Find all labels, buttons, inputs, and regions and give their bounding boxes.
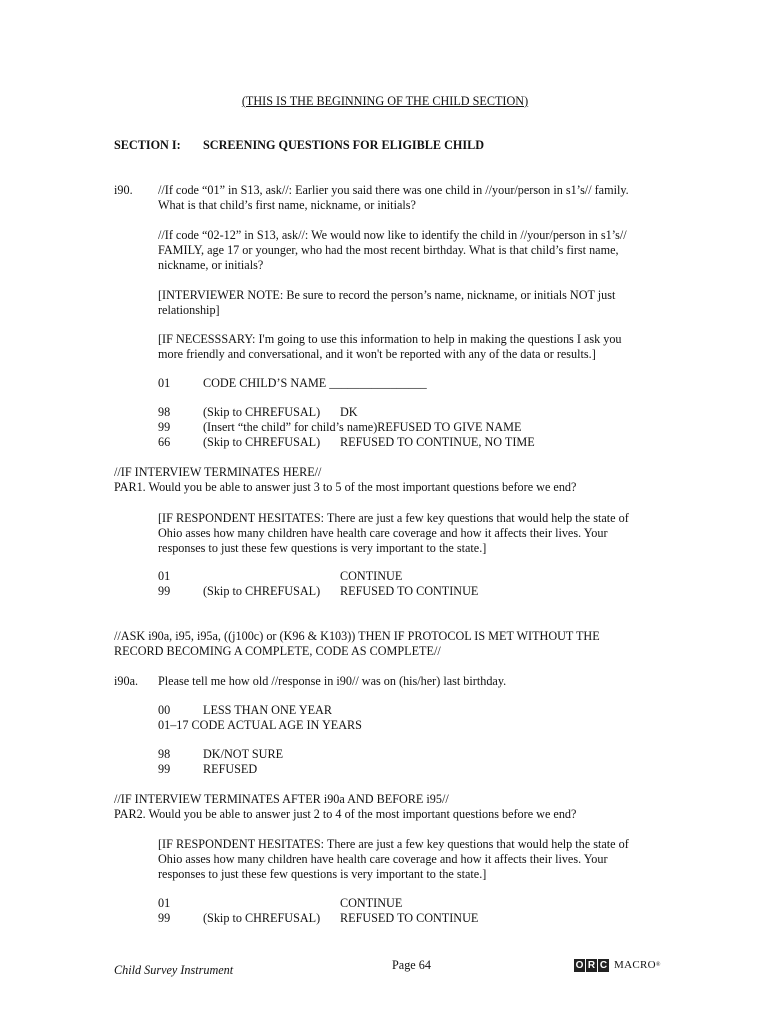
option-code: 99 — [158, 584, 171, 598]
option-code: 01 — [158, 376, 171, 390]
i90-text-line: FAMILY, age 17 or younger, who had the most recent birthday. What is that child’s first name, — [158, 243, 619, 257]
page-number: Page 64 — [392, 958, 431, 972]
hesitation-note: Ohio asses how many children have health care coverage and how it affects their lives. Your — [158, 852, 608, 866]
interviewer-note: relationship] — [158, 303, 220, 317]
option-range: 01–17 CODE ACTUAL AGE IN YEARS — [158, 718, 362, 732]
option-skip: (Skip to CHREFUSAL) — [203, 911, 321, 925]
orc-macro-logo — [574, 958, 660, 972]
question-id-i90: i90. — [114, 183, 133, 197]
hesitation-note: [IF RESPONDENT HESITATES: There are just a few key questions that would help the state of — [158, 511, 629, 525]
option-code: 99 — [158, 420, 171, 434]
section-label: SECTION I: — [114, 138, 181, 152]
interviewer-instruction: //IF INTERVIEW TERMINATES AFTER i90a AND BEFORE i95// — [114, 792, 449, 806]
hesitation-note: Ohio asses how many children have health care coverage and how it affects their lives. Your — [158, 526, 608, 540]
option-code: 01 — [158, 896, 171, 910]
option-label: CONTINUE — [340, 569, 403, 583]
option-skip: (Skip to CHREFUSAL) — [203, 435, 321, 449]
option-label: DK — [340, 405, 358, 419]
option-label: (Insert “the child” for child’s name)REFUSED TO GIVE NAME — [203, 420, 522, 434]
par1-question: PAR1. Would you be able to answer just 3 to 5 of the most important questions before we end? — [114, 480, 577, 494]
option-label: DK/NOT SURE — [203, 747, 284, 761]
i90-text-line: //If code “01” in S13, ask//: Earlier you said there was one child in //your/person in s1’s// family. — [158, 183, 629, 197]
section-title: SCREENING QUESTIONS FOR ELIGIBLE CHILD — [203, 138, 485, 152]
hesitation-note: responses to just these few questions is very important to the state.] — [158, 541, 487, 555]
option-code: 66 — [158, 435, 171, 449]
hesitation-note: responses to just these few questions is very important to the state.] — [158, 867, 487, 881]
logo-letter: O — [575, 959, 584, 971]
option-label: REFUSED TO CONTINUE — [340, 911, 479, 925]
option-code: 98 — [158, 747, 171, 761]
i90-text-line: //If code “02-12” in S13, ask//: We would now like to identify the child in //your/person in s1’s// — [158, 228, 627, 242]
option-label: REFUSED TO CONTINUE — [340, 584, 479, 598]
ask-instruction: RECORD BECOMING A COMPLETE, CODE AS COMPLETE// — [114, 644, 441, 658]
option-label: CODE CHILD’S NAME ________________ — [203, 376, 427, 390]
interviewer-note: [INTERVIEWER NOTE: Be sure to record the person’s name, nickname, or initials NOT just — [158, 288, 616, 302]
option-label: REFUSED — [203, 762, 258, 776]
section-intro: (THIS IS THE BEGINNING OF THE CHILD SECTION) — [241, 94, 529, 108]
option-skip: (Skip to CHREFUSAL) — [203, 405, 321, 419]
logo-letter: C — [599, 959, 608, 971]
interviewer-instruction: //IF INTERVIEW TERMINATES HERE// — [114, 465, 322, 479]
i90a-question: Please tell me how old //response in i90// was on (his/her) last birthday. — [158, 674, 507, 688]
footer-document-title: Child Survey Instrument — [114, 963, 234, 977]
option-skip: (Skip to CHREFUSAL) — [203, 584, 321, 598]
par2-question: PAR2. Would you be able to answer just 2 to 4 of the most important questions before we end? — [114, 807, 577, 821]
option-code: 98 — [158, 405, 171, 419]
option-code: 00 — [158, 703, 171, 717]
option-code: 99 — [158, 911, 171, 925]
option-label: REFUSED TO CONTINUE, NO TIME — [340, 435, 535, 449]
logo-mark: ® — [655, 962, 661, 968]
i90-text-line: What is that child’s first name, nickname, or initials? — [158, 198, 416, 212]
ask-instruction: //ASK i90a, i95, i95a, ((j100c) or (K96 & K103)) THEN IF PROTOCOL IS MET WITHOUT THE — [114, 629, 600, 643]
option-label: LESS THAN ONE YEAR — [203, 703, 332, 717]
hesitation-note: [IF RESPONDENT HESITATES: There are just a few key questions that would help the state of — [158, 837, 629, 851]
if-necessary-note: [IF NECESSSARY: I'm going to use this information to help in making the questions I ask you — [158, 332, 622, 346]
option-code: 99 — [158, 762, 171, 776]
option-code: 01 — [158, 569, 171, 583]
question-id-i90a: i90a. — [114, 674, 139, 688]
logo-word: MACRO — [614, 959, 656, 971]
i90-text-line: nickname, or initials? — [158, 258, 264, 272]
option-label: CONTINUE — [340, 896, 403, 910]
if-necessary-note: more friendly and conversational, and it won't be reported with any of the data or results.] — [158, 347, 596, 361]
logo-letter: R — [587, 959, 596, 971]
